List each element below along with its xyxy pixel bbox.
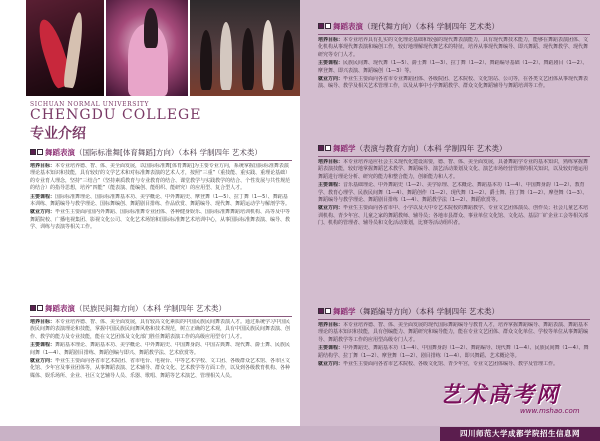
- training-goal: 培养目标：本专业培养适应社会主义现代化建设需要，德、智、体、美全面发展，具备舞蹈学专业的基本知识，熟练掌握舞蹈表演技能，较好地掌握舞蹈艺术教学、舞蹈编导、演艺活动策划及文化、演艺市场经营管理的相关知识，以及较好地运用舞蹈进行理论分析、研究的能力和整合能力，创新能力和人才。: [318, 159, 589, 180]
- major-title: 舞蹈表演（民族民间舞方向）（本科 学制四年 艺术类）: [30, 304, 292, 314]
- dance-photo-ballroom: [106, 0, 188, 96]
- footer-site-label: 四川师范大学成都学院招生信息网: [440, 427, 600, 441]
- square-bullet-icon: [325, 23, 331, 29]
- major-section-modern-dance: [318, 22, 590, 92]
- photo-strip: [26, 0, 300, 96]
- square-bullet-icon: [325, 145, 331, 151]
- watermark-banner-text: 艺术高考网: [440, 382, 561, 408]
- square-bullet-icon: [325, 308, 331, 314]
- career-direction: 就业方向：毕业生主要面向各省市艺术院校、各级文化馆、青少年宫，专业文艺团体编导、教学及管理工作。: [318, 361, 559, 368]
- dance-photo-group: [190, 0, 300, 96]
- major-title: 舞蹈学（表演与教育方向）（本科 学制四年 艺术类）: [318, 144, 590, 154]
- major-title: 舞蹈表演（国际标准舞[体育舞蹈]方向）（本科 学制四年 艺术类）: [30, 148, 292, 158]
- major-section-choreography: [318, 307, 590, 369]
- career-direction: 就业方向：毕业生主要面向各省市专业舞蹈团体、各级院团、艺术院校、文化馆站、公司等，在各类文艺团体从事现代舞表演、编导、教学及相关艺术管理工作，以及从事中小学舞蹈教学、群众文化舞蹈辅导与舞蹈培训等工作。: [318, 76, 589, 90]
- major-title: 舞蹈学（舞蹈编导方向）（本科 学制四年 艺术类）: [318, 307, 590, 317]
- square-bullet-icon: [30, 149, 36, 155]
- career-direction: 就业方向：毕业生主要面向各省市中、小学以及大中专艺术院校的舞蹈教学、专业文艺团体演员、创作员；社会儿童艺术培训机构、青少年宫、儿童之家的舞蹈教师、辅导员；各地市县群众、事业单位文化馆、文化站、基层厂矿企业工会等相关部门、机构的管理者、辅导员和文化活动策划，比赛等活动组织者。: [318, 205, 589, 227]
- training-goal: 培养目标：本专业培养德、智、体、美全面发展，以国际标准舞[体育舞蹈]为主要专业方向，系统掌握国际标准舞表演理论基本知识和技能，具有较好的文学艺术和对标准舞表演的艺术人才，按照“三重”（重技能、重实践、重理论基础）的专业育人理念，坚持“三结合”（坚持素质教育与专业教育的结合、课堂教学与实践教学的结合、个性发展与共性规范的结合）的指导思想，培养“四能”（能表演、能编创、能组织、能研究）的应用型、复合型人才。: [30, 163, 291, 192]
- main-courses: 主要课程：音乐基础理论、中外舞蹈史（1—2）、美学原理、艺术概论、舞蹈基本功（1—4）、中国舞身韵（1—2）、教育学、教育心理学、民族民间舞（1—4）、舞蹈创作（1—2）、现代舞（1—2）、爵士舞、拉丁舞（1—2）、摩登舞（1—3）、舞蹈编导与教学理论、舞蹈剧目排练（1—4）、舞蹈教学法（1—2）、舞蹈欣赏等。: [318, 182, 588, 204]
- section-divider: [318, 34, 590, 35]
- major-section-dance-education: [318, 144, 590, 229]
- square-bullet-icon: [318, 308, 324, 314]
- page-title: 专业介绍: [30, 126, 86, 142]
- major-title: 舞蹈表演（现代舞方向）（本科 学制四年 艺术类）: [318, 22, 590, 32]
- major-section-folk-dance: [30, 304, 292, 381]
- right-page: [300, 0, 600, 441]
- section-divider: [318, 156, 590, 157]
- section-divider: [318, 319, 590, 320]
- career-direction: 就业方向：毕业生主要面向国内外舞蹈、国际标准舞专业团体、各种健身娱乐、国际标准舞舞蹈培训机构、高等及中等舞蹈院校、广播电视集团、影视文化公司、文化艺术场馆和国际标准舞艺术培训中心，从事国际标准舞表演、编导、教学、训练与表演等相关工作。: [30, 209, 291, 231]
- training-goal: 培养目标：本专业培养具有扎实的文化理论基础和较强的现代舞表演能力，具有现代舞技术能力，能够在舞蹈表演团体、文化机构从事现代舞表演和编创工作，较好地理解现代舞艺术的特征，培养从事现代舞编导、即兴舞蹈、现代舞教学、现代舞研究等专门人才。: [318, 37, 589, 58]
- section-divider: [30, 316, 292, 317]
- dance-photo-couple: [26, 0, 104, 96]
- square-bullet-icon: [37, 305, 43, 311]
- major-section-international-dance: [30, 148, 292, 233]
- square-bullet-icon: [318, 23, 324, 29]
- square-bullet-icon: [30, 305, 36, 311]
- career-direction: 就业方向：毕业生主要面向各省市艺术院团、省市电台、电视台、中等艺术学校、文工团、各级群众艺术馆、各市区文化馆、少年宫及事业团体等，从事舞蹈表演、艺术辅导、群众文化、艺术教学等方面工作，以及到各级教育机构、各种媒体、娱乐场所、企业、社区文艺辅导人员、乐器、歌唱、舞蹈等艺术演艺、管理相关人员。: [30, 358, 291, 379]
- square-bullet-icon: [318, 145, 324, 151]
- watermark-url[interactable]: www.mshao.com: [520, 407, 580, 415]
- square-bullet-icon: [37, 149, 43, 155]
- main-courses: 主要课程：中外舞蹈史、舞蹈基本功（1—4）、中国舞身韵（1—2）、舞蹈编导、现代舞（1—4）、民族民间舞（1—4）、舞蹈结构学、拉丁舞（1—2）、摩登舞（1—2）、剧目排练（1—4）、即兴舞蹈、艺术概论等。: [318, 345, 589, 359]
- main-courses: 主要课程：民族民间舞、现代舞（1—5）、爵士舞（1—3）、拉丁舞（1—2）、舞蹈编导基础（1—2）、舞蹈剧目（1—2）、摩登舞、即兴表演、舞蹈编创（1—3）等。: [318, 60, 588, 74]
- section-divider: [30, 160, 292, 161]
- main-courses: 主要课程：国际标准舞理论、国际标准舞基本功、美学概论、中外舞蹈史、摩登舞（1—5）、拉丁舞（1—5）、舞蹈基本训练、舞蹈编导与教学理论、国标舞编创、舞蹈剧目排练、作品欣赏、舞蹈编导、现代舞、舞蹈运动学与解剖学等。: [30, 193, 291, 208]
- training-goal: 培养目标：本专业培养德、智、体、美全面发展，具有较高文化素质的中国民族民间舞表演人才。通过系统学习中国民族民间舞的表演理论和技能，掌握中国民族民间舞风格和技术规范，树立正确的艺术观，具有中国民族民间舞表演、创作、教学的能力及专业技能，能在文艺团体及文化部门胜任舞蹈表演工作的高级应用型专门人才。: [30, 319, 291, 340]
- school-name-english: SICHUAN NORMAL UNIVERSITY: [30, 101, 150, 108]
- college-name-english: CHENGDU COLLEGE: [30, 107, 202, 123]
- main-courses: 主要课程：舞蹈基本理论、舞蹈基本功、美学概论、中外舞蹈史、中国舞身韵、中国古典舞、现代舞、爵士舞、民族民间舞（1—4）、舞蹈剧目排练、舞蹈创编与即兴、舞蹈教学法、艺术欣赏等。: [30, 342, 291, 356]
- training-goal: 培养目标：本专业培养德、智、体、美全面发展的现代国际舞蹈编导与教育人才，培养掌握舞蹈编导、舞蹈表演、舞蹈基本理论的基本知识和技能，具有创编能力、舞蹈研究和编导能力，能在专业文艺团体、群众文化单位、学校等单位从事舞蹈编导、舞蹈教学等工作的应用型高级专门人才。: [318, 322, 589, 343]
